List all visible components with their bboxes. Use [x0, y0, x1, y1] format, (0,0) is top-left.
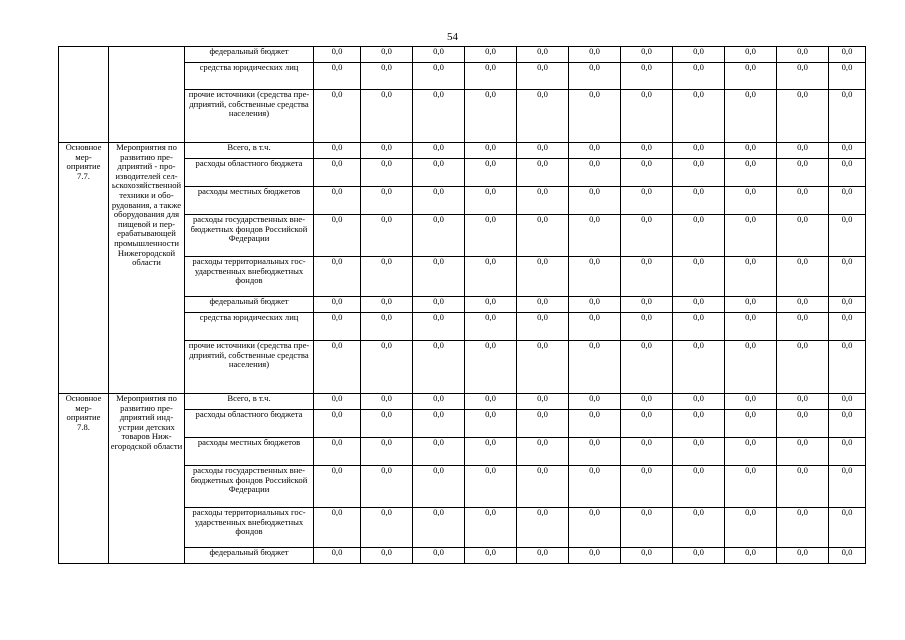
value-cell: 0,0	[829, 257, 866, 297]
value-cell: 0,0	[829, 90, 866, 143]
table-row	[59, 47, 866, 63]
event-name-cell: Мероприятия по развитию предприятий индустрии детских товаров Нижегородской области	[109, 394, 185, 564]
funding-source-cell: прочие источники (средства предприятий, собственные средства населения)	[185, 90, 314, 143]
value-cell: 0,0	[725, 438, 777, 466]
value-cell: 0,0	[361, 63, 413, 90]
funding-source-cell: федеральный бюджет	[185, 548, 314, 564]
value-cell: 0,0	[361, 548, 413, 564]
value-cell: 0,0	[829, 466, 866, 508]
value-cell: 0,0	[673, 187, 725, 215]
value-cell: 0,0	[465, 215, 517, 257]
value-cell: 0,0	[569, 143, 621, 159]
value-cell: 0,0	[673, 159, 725, 187]
value-cell: 0,0	[569, 548, 621, 564]
event-code-cell	[59, 47, 109, 143]
value-cell: 0,0	[413, 257, 465, 297]
value-cell: 0,0	[314, 90, 361, 143]
value-cell: 0,0	[517, 438, 569, 466]
value-cell: 0,0	[673, 508, 725, 548]
value-cell: 0,0	[314, 159, 361, 187]
event-code-cell: Основное мероприятие 7.8.	[59, 394, 109, 564]
value-cell: 0,0	[621, 297, 673, 313]
value-cell: 0,0	[777, 63, 829, 90]
funding-source-cell: расходы территориальных государственных внебюджетных фондов	[185, 257, 314, 297]
value-cell: 0,0	[829, 215, 866, 257]
value-cell: 0,0	[673, 313, 725, 341]
value-cell: 0,0	[621, 410, 673, 438]
value-cell: 0,0	[673, 394, 725, 410]
value-cell: 0,0	[517, 410, 569, 438]
value-cell: 0,0	[777, 341, 829, 394]
value-cell: 0,0	[673, 548, 725, 564]
value-cell: 0,0	[725, 215, 777, 257]
value-cell: 0,0	[465, 466, 517, 508]
value-cell: 0,0	[569, 187, 621, 215]
value-cell: 0,0	[673, 466, 725, 508]
value-cell: 0,0	[361, 187, 413, 215]
value-cell: 0,0	[725, 394, 777, 410]
value-cell: 0,0	[465, 297, 517, 313]
funding-source-cell: федеральный бюджет	[185, 47, 314, 63]
value-cell: 0,0	[777, 297, 829, 313]
value-cell: 0,0	[725, 341, 777, 394]
value-cell: 0,0	[413, 63, 465, 90]
value-cell: 0,0	[517, 143, 569, 159]
value-cell: 0,0	[725, 47, 777, 63]
table-row	[59, 143, 866, 159]
value-cell: 0,0	[829, 47, 866, 63]
value-cell: 0,0	[517, 159, 569, 187]
funding-source-cell: расходы государственных внебюджетных фондов Российской Федерации	[185, 466, 314, 508]
value-cell: 0,0	[569, 438, 621, 466]
value-cell: 0,0	[413, 297, 465, 313]
value-cell: 0,0	[465, 313, 517, 341]
value-cell: 0,0	[569, 394, 621, 410]
value-cell: 0,0	[725, 508, 777, 548]
value-cell: 0,0	[569, 341, 621, 394]
value-cell: 0,0	[517, 548, 569, 564]
value-cell: 0,0	[465, 47, 517, 63]
value-cell: 0,0	[777, 159, 829, 187]
value-cell: 0,0	[413, 313, 465, 341]
value-cell: 0,0	[569, 466, 621, 508]
value-cell: 0,0	[314, 313, 361, 341]
value-cell: 0,0	[361, 438, 413, 466]
value-cell: 0,0	[361, 341, 413, 394]
value-cell: 0,0	[361, 297, 413, 313]
value-cell: 0,0	[725, 143, 777, 159]
value-cell: 0,0	[465, 90, 517, 143]
value-cell: 0,0	[829, 341, 866, 394]
funding-source-cell: расходы местных бюджетов	[185, 438, 314, 466]
page-number: 54	[447, 31, 458, 43]
value-cell: 0,0	[621, 63, 673, 90]
value-cell: 0,0	[673, 341, 725, 394]
value-cell: 0,0	[725, 466, 777, 508]
value-cell: 0,0	[465, 394, 517, 410]
value-cell: 0,0	[725, 410, 777, 438]
value-cell: 0,0	[465, 341, 517, 394]
value-cell: 0,0	[621, 257, 673, 297]
funding-source-cell: расходы государственных внебюджетных фондов Российской Федерации	[185, 215, 314, 257]
value-cell: 0,0	[413, 90, 465, 143]
value-cell: 0,0	[361, 215, 413, 257]
value-cell: 0,0	[517, 297, 569, 313]
value-cell: 0,0	[725, 313, 777, 341]
value-cell: 0,0	[725, 63, 777, 90]
value-cell: 0,0	[361, 508, 413, 548]
value-cell: 0,0	[829, 187, 866, 215]
funding-source-cell: прочие источники (средства предприятий, собственные средства населения)	[185, 341, 314, 394]
value-cell: 0,0	[673, 438, 725, 466]
value-cell: 0,0	[621, 143, 673, 159]
value-cell: 0,0	[621, 438, 673, 466]
value-cell: 0,0	[777, 508, 829, 548]
value-cell: 0,0	[777, 548, 829, 564]
value-cell: 0,0	[517, 187, 569, 215]
value-cell: 0,0	[361, 47, 413, 63]
value-cell: 0,0	[777, 90, 829, 143]
value-cell: 0,0	[673, 63, 725, 90]
value-cell: 0,0	[465, 548, 517, 564]
value-cell: 0,0	[829, 438, 866, 466]
value-cell: 0,0	[413, 159, 465, 187]
value-cell: 0,0	[517, 508, 569, 548]
value-cell: 0,0	[361, 410, 413, 438]
value-cell: 0,0	[569, 63, 621, 90]
value-cell: 0,0	[621, 341, 673, 394]
value-cell: 0,0	[777, 47, 829, 63]
funding-source-cell: Всего, в т.ч.	[185, 143, 314, 159]
value-cell: 0,0	[673, 47, 725, 63]
value-cell: 0,0	[413, 508, 465, 548]
value-cell: 0,0	[314, 215, 361, 257]
value-cell: 0,0	[314, 410, 361, 438]
value-cell: 0,0	[314, 394, 361, 410]
value-cell: 0,0	[314, 438, 361, 466]
value-cell: 0,0	[413, 410, 465, 438]
value-cell: 0,0	[361, 257, 413, 297]
value-cell: 0,0	[829, 410, 866, 438]
value-cell: 0,0	[465, 508, 517, 548]
event-code-cell: Основное мероприятие 7.7.	[59, 143, 109, 394]
value-cell: 0,0	[829, 143, 866, 159]
value-cell: 0,0	[621, 548, 673, 564]
event-name-cell	[109, 47, 185, 143]
value-cell: 0,0	[673, 410, 725, 438]
value-cell: 0,0	[569, 313, 621, 341]
value-cell: 0,0	[725, 187, 777, 215]
value-cell: 0,0	[777, 187, 829, 215]
value-cell: 0,0	[413, 47, 465, 63]
funding-source-cell: средства юридических лиц	[185, 63, 314, 90]
value-cell: 0,0	[314, 187, 361, 215]
value-cell: 0,0	[465, 63, 517, 90]
value-cell: 0,0	[465, 438, 517, 466]
value-cell: 0,0	[465, 257, 517, 297]
value-cell: 0,0	[829, 63, 866, 90]
value-cell: 0,0	[725, 257, 777, 297]
funding-source-cell: федеральный бюджет	[185, 297, 314, 313]
value-cell: 0,0	[725, 90, 777, 143]
value-cell: 0,0	[314, 47, 361, 63]
value-cell: 0,0	[621, 47, 673, 63]
value-cell: 0,0	[413, 548, 465, 564]
value-cell: 0,0	[777, 215, 829, 257]
value-cell: 0,0	[517, 90, 569, 143]
value-cell: 0,0	[314, 143, 361, 159]
event-name-cell: Мероприятия по развитию предприятий - производителей сельскохозяйственной техники и оборудования, а также оборудования для пищевой и перерабатывающей промышленности Нижегородской области	[109, 143, 185, 394]
value-cell: 0,0	[517, 215, 569, 257]
value-cell: 0,0	[361, 159, 413, 187]
value-cell: 0,0	[829, 159, 866, 187]
value-cell: 0,0	[314, 548, 361, 564]
value-cell: 0,0	[413, 466, 465, 508]
funding-source-cell: средства юридических лиц	[185, 313, 314, 341]
value-cell: 0,0	[673, 90, 725, 143]
table-row	[59, 394, 866, 410]
value-cell: 0,0	[569, 297, 621, 313]
value-cell: 0,0	[777, 438, 829, 466]
value-cell: 0,0	[314, 466, 361, 508]
value-cell: 0,0	[621, 159, 673, 187]
value-cell: 0,0	[517, 63, 569, 90]
value-cell: 0,0	[517, 394, 569, 410]
value-cell: 0,0	[517, 341, 569, 394]
funding-source-cell: расходы областного бюджета	[185, 410, 314, 438]
funding-source-cell: расходы местных бюджетов	[185, 187, 314, 215]
funding-source-cell: расходы территориальных государственных внебюджетных фондов	[185, 508, 314, 548]
value-cell: 0,0	[517, 466, 569, 508]
value-cell: 0,0	[314, 63, 361, 90]
value-cell: 0,0	[569, 508, 621, 548]
value-cell: 0,0	[314, 257, 361, 297]
value-cell: 0,0	[413, 187, 465, 215]
budget-table	[58, 46, 866, 564]
budget-table-body	[59, 47, 866, 564]
value-cell: 0,0	[517, 257, 569, 297]
funding-source-cell: расходы областного бюджета	[185, 159, 314, 187]
value-cell: 0,0	[569, 47, 621, 63]
value-cell: 0,0	[777, 313, 829, 341]
value-cell: 0,0	[361, 313, 413, 341]
value-cell: 0,0	[777, 410, 829, 438]
value-cell: 0,0	[465, 143, 517, 159]
value-cell: 0,0	[314, 508, 361, 548]
value-cell: 0,0	[314, 341, 361, 394]
value-cell: 0,0	[361, 394, 413, 410]
value-cell: 0,0	[361, 466, 413, 508]
value-cell: 0,0	[569, 90, 621, 143]
value-cell: 0,0	[621, 466, 673, 508]
value-cell: 0,0	[621, 215, 673, 257]
value-cell: 0,0	[777, 257, 829, 297]
value-cell: 0,0	[517, 313, 569, 341]
value-cell: 0,0	[413, 438, 465, 466]
value-cell: 0,0	[621, 187, 673, 215]
value-cell: 0,0	[725, 159, 777, 187]
value-cell: 0,0	[465, 159, 517, 187]
value-cell: 0,0	[517, 47, 569, 63]
value-cell: 0,0	[673, 257, 725, 297]
funding-source-cell: Всего, в т.ч.	[185, 394, 314, 410]
value-cell: 0,0	[413, 143, 465, 159]
value-cell: 0,0	[777, 394, 829, 410]
value-cell: 0,0	[621, 90, 673, 143]
value-cell: 0,0	[413, 341, 465, 394]
value-cell: 0,0	[621, 313, 673, 341]
value-cell: 0,0	[465, 187, 517, 215]
value-cell: 0,0	[361, 143, 413, 159]
value-cell: 0,0	[361, 90, 413, 143]
value-cell: 0,0	[465, 410, 517, 438]
value-cell: 0,0	[673, 143, 725, 159]
value-cell: 0,0	[569, 257, 621, 297]
value-cell: 0,0	[569, 410, 621, 438]
value-cell: 0,0	[673, 297, 725, 313]
value-cell: 0,0	[725, 548, 777, 564]
value-cell: 0,0	[829, 313, 866, 341]
value-cell: 0,0	[314, 297, 361, 313]
value-cell: 0,0	[569, 159, 621, 187]
value-cell: 0,0	[413, 394, 465, 410]
value-cell: 0,0	[621, 394, 673, 410]
value-cell: 0,0	[777, 143, 829, 159]
value-cell: 0,0	[829, 548, 866, 564]
value-cell: 0,0	[725, 297, 777, 313]
value-cell: 0,0	[829, 297, 866, 313]
value-cell: 0,0	[829, 394, 866, 410]
value-cell: 0,0	[621, 508, 673, 548]
value-cell: 0,0	[569, 215, 621, 257]
value-cell: 0,0	[777, 466, 829, 508]
value-cell: 0,0	[829, 508, 866, 548]
value-cell: 0,0	[413, 215, 465, 257]
value-cell: 0,0	[673, 215, 725, 257]
